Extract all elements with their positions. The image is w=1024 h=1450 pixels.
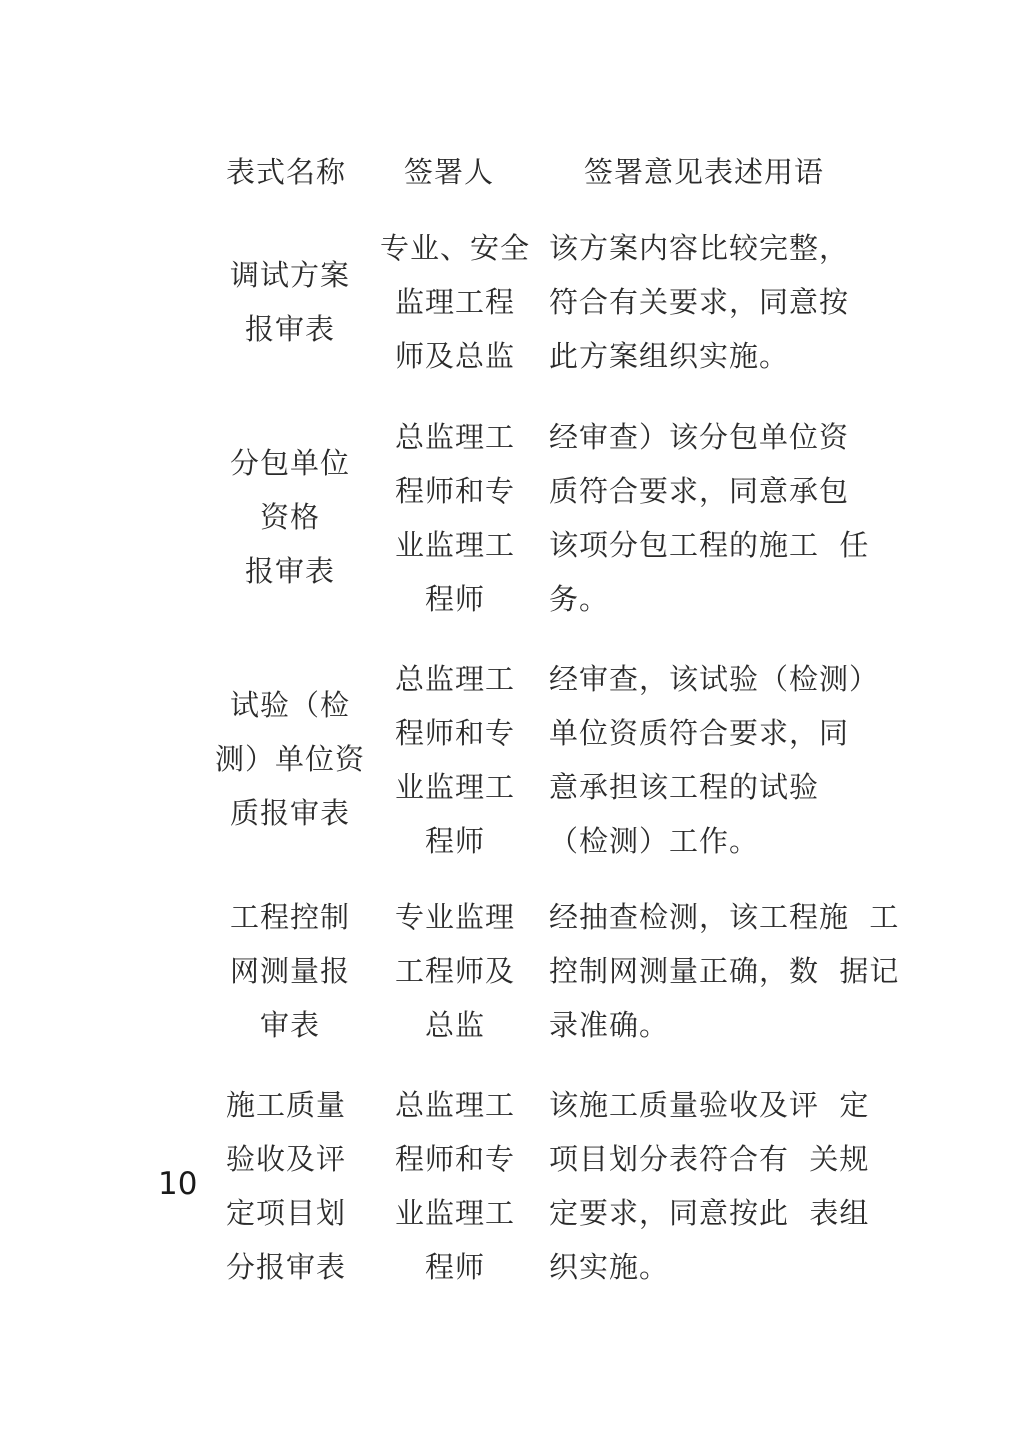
row-2-form-name: 分包单位 资格 报审表 xyxy=(229,446,350,588)
row-5-opinion: 该施工质量验收及评 定 项目划分表符合有 关规 定要求，同意按此 表组 织实施。 xyxy=(549,1088,870,1284)
row-3-opinion: 经审查，该试验（检测） 单位资质符合要求，同 意承担该工程的试验 （检测）工作。 xyxy=(549,662,880,858)
header-form-name: 表式名称 xyxy=(226,155,347,189)
row-4-signer: 专业监理 工程师及 总监 xyxy=(394,900,515,1042)
header-signer: 签署人 xyxy=(404,155,495,189)
row-4-form-name: 工程控制 网测量报 审表 xyxy=(229,900,350,1042)
row-5-form-name: 施工质量 验收及评 定项目划 分报审表 xyxy=(226,1088,347,1284)
row-4-opinion: 经抽查检测，该工程施 工 控制网测量正确，数 据记 录准确。 xyxy=(549,900,900,1042)
row-1-form-name: 调试方案 报审表 xyxy=(229,258,350,346)
row-5-signer: 总监理工 程师和专 业监理工 程师 xyxy=(394,1088,515,1284)
row-3-form-name: 试验（检 测）单位资 质报审表 xyxy=(214,688,365,830)
row-3-signer: 总监理工 程师和专 业监理工 程师 xyxy=(394,662,515,858)
row-2-signer: 总监理工 程师和专 业监理工 程师 xyxy=(394,420,515,616)
row-1-signer: 专业、安全 监理工程 师及总监 xyxy=(379,231,530,373)
page-number: 10 xyxy=(158,1166,198,1202)
row-2-opinion: 经审查）该分包单位资 质符合要求，同意承包 该项分包工程的施工 任 务。 xyxy=(549,420,870,616)
row-1-opinion: 该方案内容比较完整， 符合有关要求，同意按 此方案组织实施。 xyxy=(549,231,850,373)
header-opinion: 签署意见表述用语 xyxy=(584,155,825,189)
